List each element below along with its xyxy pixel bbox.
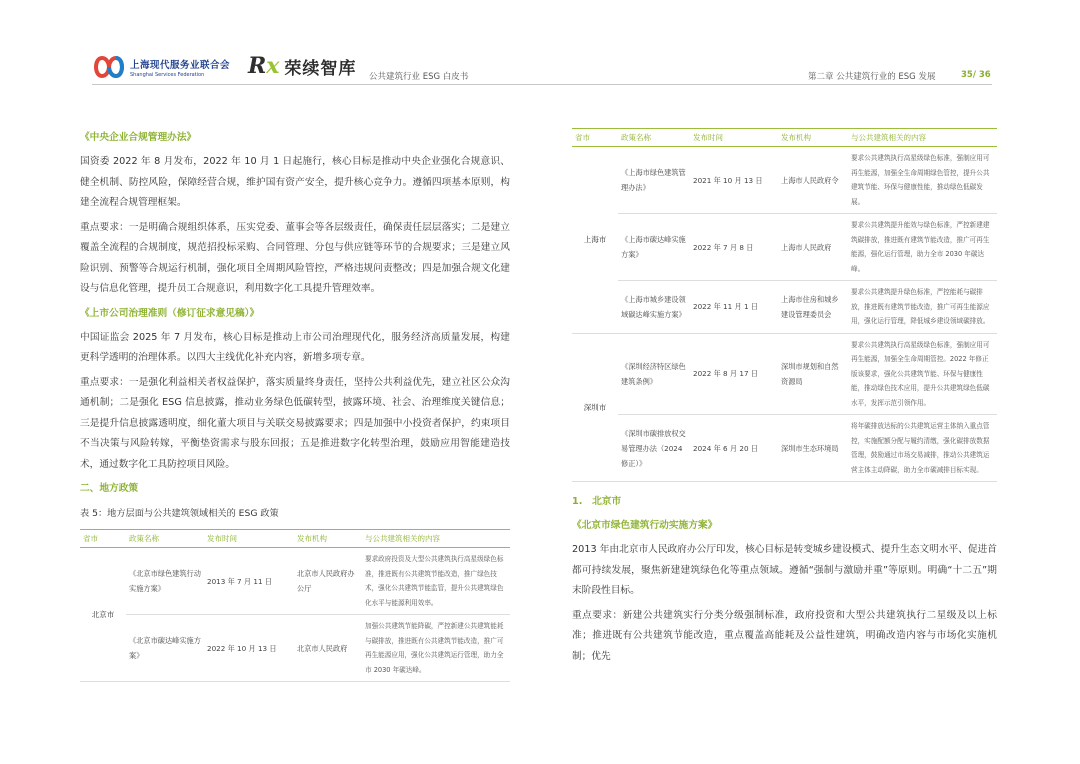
province-cell: 上海市 bbox=[572, 147, 618, 334]
org-cell: 北京市人民政府 bbox=[294, 615, 362, 682]
paragraph: 2013 年由北京市人民政府办公厅印发，核心目标是转变城乡建设模式、提升生态文明水平、促进首都可持续发展，聚焦新建建筑绿色化等重点领域。遵循“强制与激励并重”等原则。明确“十二五”期末阶段性目标。 bbox=[572, 544, 997, 596]
content-cell: 要求公共建筑执行高星级绿色标准，强制应用可再生能源，加强全生命周期管控。2022 年修正版该要求，强化公共建筑节能、环保与健康性能，推动绿色技术应用，提升公共建筑绿色低碳水平，发挥示范引领作用。 bbox=[848, 333, 997, 415]
left-column bbox=[80, 100, 510, 682]
column-header: 省市 bbox=[80, 530, 126, 548]
policy-name-cell: 《上海市城乡建设领域碳达峰实施方案》 bbox=[618, 281, 690, 334]
table-caption: 表 5：地方层面与公共建筑领域相关的 ESG 政策 bbox=[80, 508, 279, 519]
org-cell: 北京市人民政府办公厅 bbox=[294, 548, 362, 615]
column-header: 发布机构 bbox=[294, 530, 362, 548]
column-header: 与公共建筑相关的内容 bbox=[362, 530, 510, 548]
date-cell: 2022 年 8 月 17 日 bbox=[690, 333, 778, 415]
federation-emblem-icon bbox=[92, 54, 126, 80]
column-header: 政策名称 bbox=[618, 129, 690, 147]
policy-name-cell: 《北京市碳达峰实施方案》 bbox=[126, 615, 204, 682]
paragraph: 重点要求：一是强化利益相关者权益保护，落实质量终身责任，坚持公共利益优先，建立社区公众沟通机制；二是强化 ESG 信息披露，推动业务绿色低碳转型，披露环境、社会、治理维度关键信息；三是提升信息披露透明度，细化董大项目与关联交易披露要求；四是加强中小投资者保护，约束项目不当决策与风险转嫁，平衡垫资需求与股东回报；五是推进数字化转型治理，鼓励应用智能建造技术，通过数字化工具防控项目风险。 bbox=[80, 376, 510, 470]
org-cell: 上海市人民政府令 bbox=[778, 147, 848, 214]
org-cell: 深圳市生态环境局 bbox=[778, 415, 848, 482]
federation-name-cn: 上海现代服务业联合会 bbox=[130, 59, 231, 71]
date-cell: 2022 年 7 月 8 日 bbox=[690, 214, 778, 281]
right-column bbox=[572, 128, 997, 667]
brand-logo bbox=[248, 52, 356, 80]
table-row bbox=[572, 147, 997, 214]
date-cell: 2013 年 7 月 11 日 bbox=[204, 548, 294, 615]
paragraph: 国资委 2022 年 8 月发布，2022 年 10 月 1 日起施行，核心目标是推动中央企业强化合规意识、健全机制、防控风险，保障经营合规，维护国有资产安全，提升核心竞争力。遵循四项基本原则，构建全流程合规管理框架。 bbox=[80, 156, 510, 208]
document-title: 公共建筑行业 ESG 白皮书 bbox=[369, 72, 469, 82]
table-row bbox=[80, 615, 510, 682]
date-cell: 2022 年 10 月 13 日 bbox=[204, 615, 294, 682]
policy-heading: 《中央企业合规管理办法》 bbox=[80, 132, 197, 143]
table-row bbox=[572, 214, 997, 281]
column-header: 政策名称 bbox=[126, 530, 204, 548]
content-cell: 要求公共建筑执行高星级绿色标准，强制应用可再生能源，加强全生命周期绿色管控，提升公共建筑节能、环保与健康性能，推动绿色低碳发展。 bbox=[848, 147, 997, 214]
table-row bbox=[80, 548, 510, 615]
org-cell: 上海市住房和城乡建设管理委员会 bbox=[778, 281, 848, 334]
table-row bbox=[572, 415, 997, 482]
table-row bbox=[572, 281, 997, 334]
federation-name-en: Shanghai Services Federation bbox=[130, 71, 205, 78]
chapter-title: 第二章 公共建筑行业的 ESG 发展 bbox=[808, 72, 936, 82]
header-divider bbox=[92, 84, 992, 85]
org-cell: 深圳市规划和自然资源局 bbox=[778, 333, 848, 415]
policy-name-cell: 《上海市碳达峰实施方案》 bbox=[618, 214, 690, 281]
province-cell: 北京市 bbox=[80, 548, 126, 682]
section-heading: 1. 北京市 bbox=[572, 496, 622, 507]
policy-table-continued bbox=[572, 128, 997, 482]
column-header: 发布时间 bbox=[204, 530, 294, 548]
brand-mark: Rx bbox=[248, 53, 280, 79]
policy-name-cell: 《上海市绿色建筑管理办法》 bbox=[618, 147, 690, 214]
column-header: 省市 bbox=[572, 129, 618, 147]
section-heading: 二、地方政策 bbox=[80, 483, 139, 494]
table-header-row bbox=[80, 530, 510, 548]
policy-heading: 《北京市绿色建筑行动实施方案》 bbox=[572, 520, 718, 531]
table-row bbox=[572, 333, 997, 415]
org-cell: 上海市人民政府 bbox=[778, 214, 848, 281]
paragraph: 重点要求：新建公共建筑实行分类分级强制标准，政府投资和大型公共建筑执行二星级及以上标准；推进既有公共建筑节能改造，重点覆盖高能耗及公益性建筑，明确改造内容与市场化实施机制；优先 bbox=[572, 609, 997, 662]
page-header bbox=[92, 52, 992, 88]
policy-name-cell: 《深圳市碳排放权交易管理办法（2024 修正）》 bbox=[618, 415, 690, 482]
date-cell: 2022 年 11 月 1 日 bbox=[690, 281, 778, 334]
content-cell: 要求政府投资及大型公共建筑执行高星级绿色标准，推进既有公共建筑节能改造，推广绿色技术，强化公共建筑节能监管，提升公共建筑绿色化水平与能源利用效率。 bbox=[362, 548, 510, 615]
policy-heading: 《上市公司治理准则（修订征求意见稿）》 bbox=[80, 307, 260, 319]
province-cell: 深圳市 bbox=[572, 333, 618, 482]
policy-name-cell: 《深圳经济特区绿色建筑条例》 bbox=[618, 333, 690, 415]
paragraph: 重点要求：一是明确合规组织体系，压实党委、董事会等各层级责任，确保责任层层落实；二是建立覆盖全流程的合规制度，规范招投标采购、合同管理、分包与供应链等环节的合规要求；三是建立风险识别、预警等合规运行机制，强化项目全周期风险管控，严格违规问责整改；四是加强合规文化建设与信息化管理，提升员工合规意识，利用数字化工具提升管理效率。 bbox=[80, 221, 510, 294]
date-cell: 2021 年 10 月 13 日 bbox=[690, 147, 778, 214]
content-cell: 加强公共建筑节能降碳，严控新建公共建筑能耗与碳排放，推进既有公共建筑节能改造，推广可再生能源应用，强化公共建筑运行管理，助力全市 2030 年碳达峰。 bbox=[362, 615, 510, 682]
page-number: 35/ 36 bbox=[961, 70, 991, 80]
column-header: 发布机构 bbox=[778, 129, 848, 147]
brand-name: 荣续智库 bbox=[284, 58, 357, 79]
content-cell: 要求公共建筑提升绿色标准，严控能耗与碳排放，推进既有建筑节能改造，推广可再生能源应用，强化运行管理，降低城乡建设领域碳排放。 bbox=[848, 281, 997, 334]
policy-table bbox=[80, 529, 510, 682]
federation-logo bbox=[92, 54, 230, 80]
table-header-row bbox=[572, 129, 997, 147]
content-cell: 将年碳排放达标的公共建筑运营主体纳入重点管控，实施配额分配与履约清缴，强化碳排放数据管理，鼓励通过市场交易减排，推动公共建筑运营主体主动降碳，助力全市碳减排目标实现。 bbox=[848, 415, 997, 482]
policy-name-cell: 《北京市绿色建筑行动实施方案》 bbox=[126, 548, 204, 615]
column-header: 发布时间 bbox=[690, 129, 778, 147]
date-cell: 2024 年 6 月 20 日 bbox=[690, 415, 778, 482]
paragraph: 中国证监会 2025 年 7 月发布，核心目标是推动上市公司治理现代化，服务经济高质量发展，构建更科学透明的治理体系。以四大主线优化补充内容，新增多项专章。 bbox=[80, 331, 510, 363]
content-cell: 要求公共建筑提升能效与绿色标准，严控新建建筑碳排放，推进既有建筑节能改造，推广可再生能源，强化运行管理，助力全市 2030 年碳达峰。 bbox=[848, 214, 997, 281]
column-header: 与公共建筑相关的内容 bbox=[848, 129, 997, 147]
